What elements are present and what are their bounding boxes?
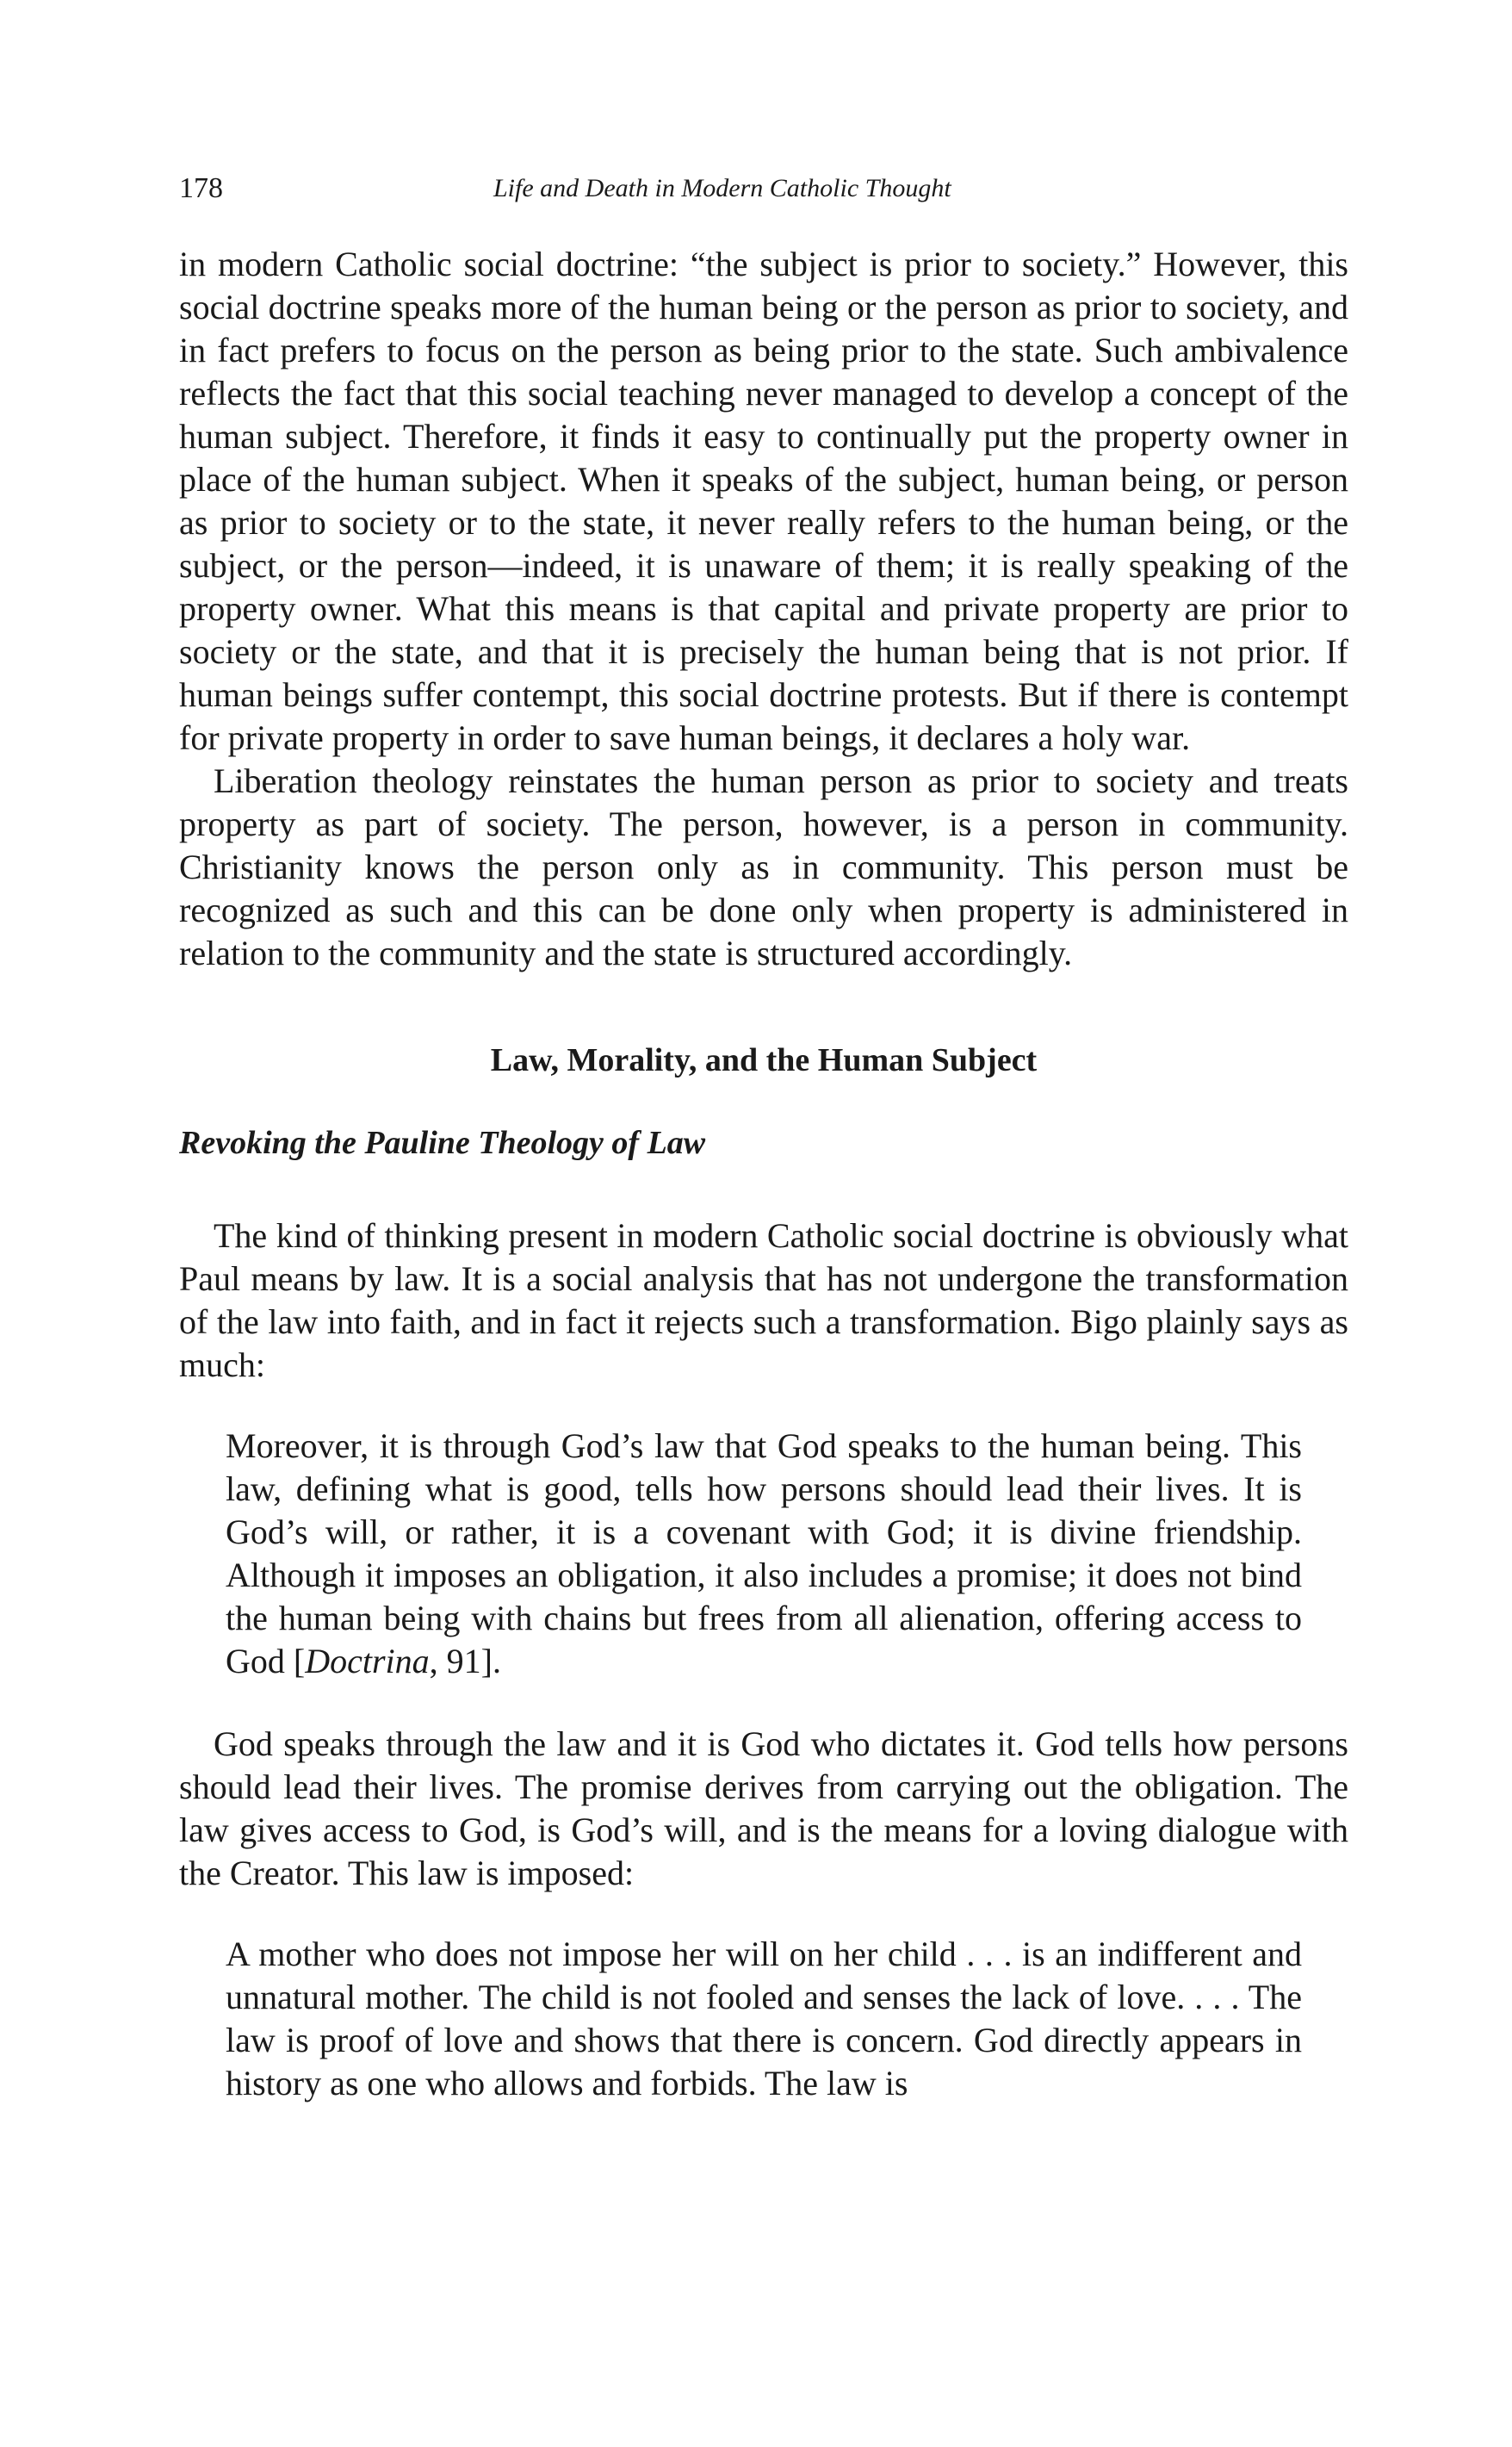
paragraph-1: in modern Catholic social doctrine: “the subject is prior to society.” However, this social doctrine speaks more of the human being or the person as prior to society, and in fact prefers to focus on the person as being prior to the state. Such ambivalence reflects the fact that this social teaching never managed to develop a concept of the human subject. Therefore, it finds it easy to continually put the property owner in place of the human subject. When it speaks of the subject, human being, or person as prior to society or to the state, it never really refers to the human being, or the subject, or the person—indeed, it is unaware of them; it is really speaking of the property owner. What this means is that capital and private property are prior to society or the state, and that it is precisely the human being that is not prior. If human beings suffer contempt, this social doctrine protests. But if there is contempt for private property in order to save human beings, it declares a holy war. <box>179 245 1348 757</box>
block-quote-2 <box>226 1933 1302 2105</box>
running-head <box>179 172 1348 224</box>
paragraph-3: The kind of thinking present in modern Catholic social doctrine is obviously what Paul means by law. It is a social analysis that has not undergone the transformation of the law into faith, and in fact it rejects such a transformation. Bigo plainly says as much: <box>179 1216 1348 1384</box>
quote-1-text: Moreover, it is through God’s law that God speaks to the human being. This law, defining what is good, tells how persons should lead their lives. It is God’s will, or rather, it is a covenant with God; it is divine friendship. Although it imposes an obligation, it also includes a promise; it does not bind the human being with chains but frees from all alienation, offering access to God [ <box>226 1426 1302 1680</box>
subsection-title: Revoking the Pauline Theology of Law <box>179 1125 706 1161</box>
paragraph-4: God speaks through the law and it is God who dictates it. God tells how persons should lead their lives. The promise derives from carrying out the obligation. The law gives access to God, is God’s will, and is the means for a loving dialogue with the Creator. This law is imposed: <box>179 1724 1348 1892</box>
block-quote-1 <box>226 1425 1302 1683</box>
section-title: Law, Morality, and the Human Subject <box>490 1042 1038 1078</box>
quote-2-text: A mother who does not impose her will on her child . . . is an indifferent and unnatural mother. The child is not fooled and senses the lack of love. . . . The law is proof of love and shows that there is concern. God directly appears in history as one who allows and forbids. The law is <box>226 1935 1302 2102</box>
quote-1-citation-title: Doctrina <box>305 1642 430 1680</box>
paragraph-2: Liberation theology reinstates the human person as prior to society and treats property as part of society. The person, however, is a person in community. Christianity knows the person only as in community. This person must be recognized as such and this can be done only when property is administered in relation to the community and the state is structured accordingly. <box>179 761 1348 972</box>
running-title: Life and Death in Modern Catholic Thought <box>493 174 951 202</box>
page-number: 178 <box>179 172 223 204</box>
book-page <box>179 172 1348 2105</box>
quote-1-citation-page: , 91]. <box>429 1642 501 1680</box>
